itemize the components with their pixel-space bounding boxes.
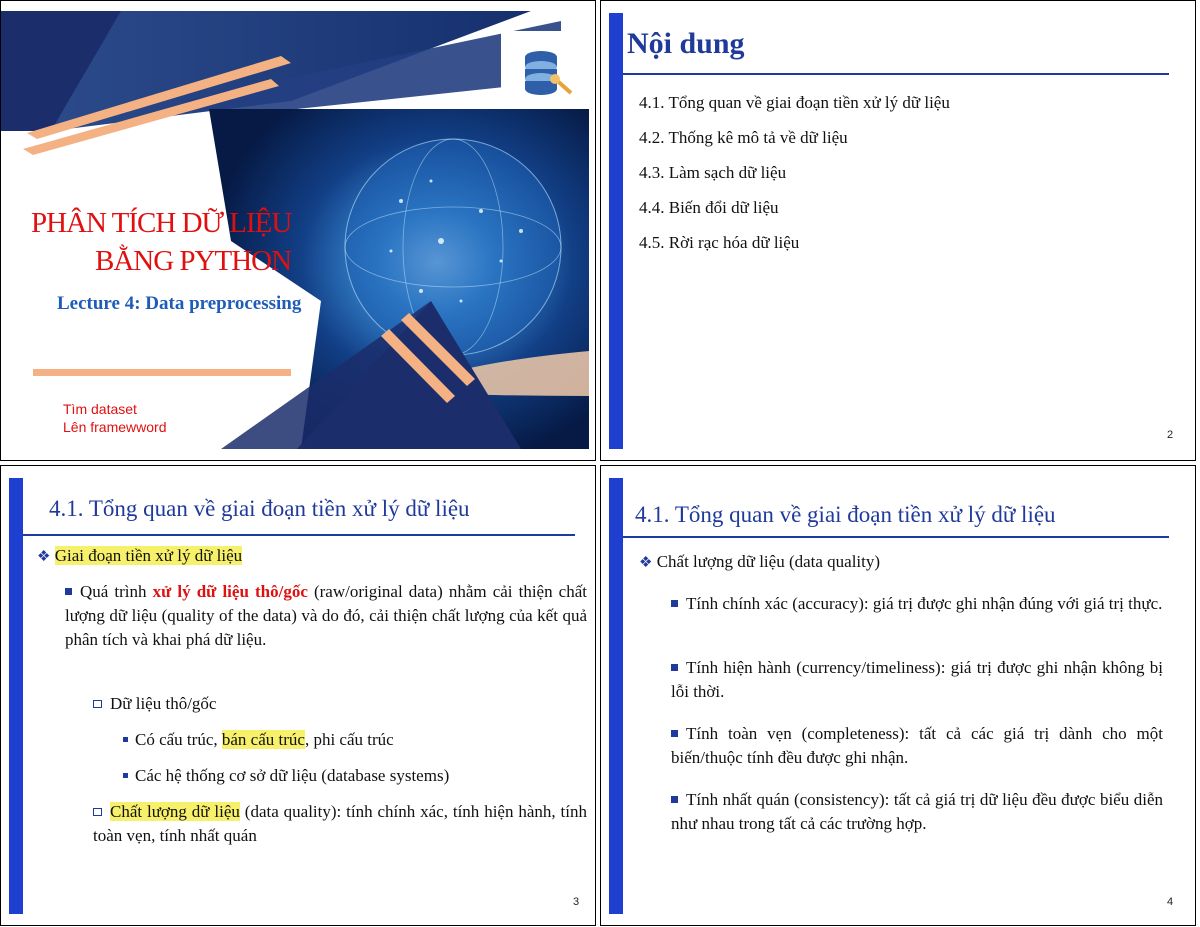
- slide-1-note-line1: Tìm dataset: [63, 401, 137, 417]
- slide-3-sub-2: Chất lượng dữ liệu (data quality): tính chính xác, tính hiện hành, tính toàn vẹn, tính nhất quán: [93, 802, 587, 845]
- slide-2-accent-bar: [609, 13, 623, 449]
- square-bullet-icon: [671, 730, 678, 737]
- slide-4-title-rule: [623, 536, 1169, 538]
- slide-3-overview: [0, 465, 596, 926]
- slide-4-item-2: Tính hiện hành (currency/timeliness): giá trị được ghi nhận không bị lỗi thời.: [671, 658, 1163, 701]
- slide-3-paragraph-1: Quá trình xử lý dữ liệu thô/gốc (raw/original data) nhằm cải thiện chất lượng dữ liệu (quality of the data) và do đó, cải thiện chất lượng của kết quả phân tích và khai phá dữ liệu.: [65, 582, 587, 649]
- slide-1-title: [0, 0, 596, 461]
- slide-4-page-number: 4: [1167, 896, 1174, 908]
- slide-4-item-4: Tính nhất quán (consistency): tất cả giá trị dữ liệu đều được biểu diễn như nhau trong tất cả các trường hợp.: [671, 790, 1163, 833]
- slide-2-page-number: 2: [1167, 429, 1174, 441]
- slide-3-title-rule: [23, 534, 575, 536]
- slide-4-heading: ❖ Chất lượng dữ liệu (data quality): [639, 552, 881, 571]
- slide-2-title-rule: [623, 73, 1169, 75]
- slide-3-page-number: 3: [573, 896, 580, 908]
- hollow-square-bullet-icon: [93, 700, 102, 708]
- square-bullet-icon: [671, 796, 678, 803]
- slide-2-contents: [600, 0, 1196, 461]
- square-bullet-icon: [671, 600, 678, 607]
- slide-1-title-line1: PHÂN TÍCH DỮ LIỆU: [31, 207, 292, 239]
- slide-4-data-quality: [600, 465, 1196, 926]
- slide-3-sub-1: Dữ liệu thô/gốc: [93, 692, 573, 716]
- slide-3-heading: [37, 544, 577, 569]
- slide-2-title: Nội dung: [627, 27, 745, 60]
- diamond-bullet-icon: ❖: [639, 555, 653, 571]
- slide-4-item-1: Tính chính xác (accuracy): giá trị được ghi nhận đúng với giá trị thực.: [671, 592, 1163, 616]
- slide-3-sub-1a: Có cấu trúc, bán cấu trúc, phi cấu trúc: [123, 728, 583, 752]
- toc-item-3: 4.3. Làm sạch dữ liệu: [639, 163, 787, 182]
- slide-3-title: 4.1. Tổng quan về giai đoạn tiền xử lý dữ liệu: [49, 496, 470, 521]
- square-bullet-icon: [65, 588, 72, 595]
- hollow-square-bullet-icon: [93, 808, 102, 816]
- slide-1-subtitle: Lecture 4: Data preprocessing: [57, 293, 302, 314]
- diamond-bullet-icon: ❖: [37, 549, 51, 565]
- slide-3-accent-bar: [9, 478, 23, 914]
- slide-4-item-3: Tính toàn vẹn (completeness): tất cả các giá trị dành cho một biến/thuộc tính đều được ghi nhận.: [671, 724, 1163, 767]
- small-square-bullet-icon: [123, 737, 128, 742]
- slide-1-title-line2: BẰNG PYTHON: [95, 245, 292, 277]
- toc-item-4: 4.4. Biến đổi dữ liệu: [639, 198, 779, 217]
- slide-3-heading-text: Giai đoạn tiền xử lý dữ liệu: [54, 546, 243, 565]
- slide-1-note-line2: Lên framewword: [63, 419, 167, 435]
- square-bullet-icon: [671, 664, 678, 671]
- slide-4-accent-bar: [609, 478, 623, 914]
- toc-item-2: 4.2. Thống kê mô tả về dữ liệu: [639, 128, 848, 147]
- slide-4-title: 4.1. Tổng quan về giai đoạn tiền xử lý dữ liệu: [635, 502, 1056, 527]
- database-icon: [517, 47, 577, 99]
- slide-3-emphasis: xử lý dữ liệu thô/gốc: [152, 582, 308, 601]
- slide-3-sub-1b: Các hệ thống cơ sở dữ liệu (database systems): [123, 764, 583, 788]
- toc-item-5: 4.5. Rời rạc hóa dữ liệu: [639, 233, 800, 252]
- small-square-bullet-icon: [123, 773, 128, 778]
- toc-item-1: 4.1. Tổng quan về giai đoạn tiền xử lý dữ liệu: [639, 93, 950, 112]
